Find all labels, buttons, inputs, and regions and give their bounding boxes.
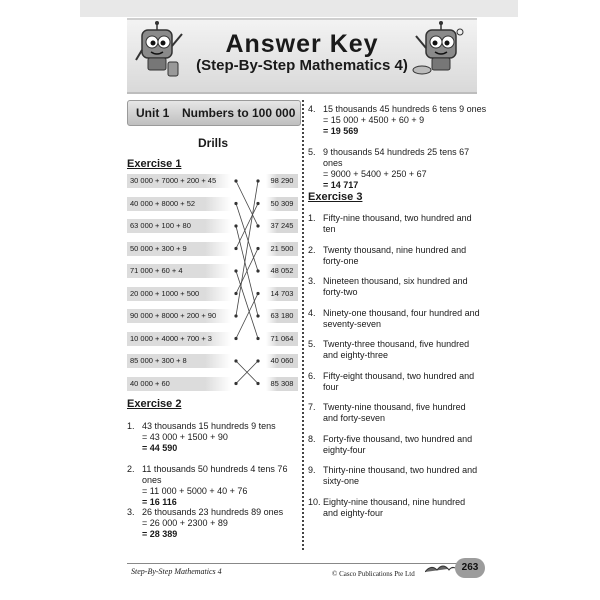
item-statement: 9 thousands 54 hundreds 25 tens 67 ones [323,147,470,168]
exercise3-item [308,465,483,489]
number-box: 14 703 [266,287,298,301]
left-match-dot [234,337,237,340]
item-body [323,276,468,298]
item-body [323,402,466,424]
footer-publisher: © Casco Publications Pte Ltd [332,570,415,578]
exercise3-item [308,276,483,300]
left-match-dot [234,224,237,227]
exercise3-item [308,308,483,332]
item-body [323,213,472,235]
item-body [323,104,486,137]
item-number: 2. [127,464,135,474]
right-match-dot [256,359,259,362]
item-words-line1: Ninety-one thousand, four hundred and [323,307,480,318]
item-statement: 26 thousands 23 hundreds 89 ones [142,507,284,517]
item-words-line2: and eighty-four [323,507,384,518]
item-body [323,371,474,393]
item-words-line1: Twenty-three thousand, five hundred [323,339,470,349]
column-divider [302,100,304,550]
item-answer: = 19 569 [323,126,359,136]
expression-box: 10 000 + 4000 + 700 + 3 [127,332,231,346]
expression-box: 30 000 + 7000 + 200 + 45 [127,174,231,188]
item-body [323,308,480,330]
item-statement: 43 thousands 15 hundreds 9 tens [142,421,276,431]
expression-box: 50 000 + 300 + 9 [127,242,231,256]
exercise3-item [308,339,483,363]
number-box: 37 245 [266,219,298,233]
right-match-dot [256,337,259,340]
page-subtitle: (Step-By-Step Mathematics 4) [196,57,408,74]
item-answer: = 28 389 [142,529,178,539]
item-body [142,421,276,454]
right-match-dot [256,292,259,295]
exercise3-item [308,497,483,521]
left-match-dot [234,202,237,205]
footer-rule [127,563,462,564]
exercise3-heading: Exercise 3 [308,191,363,203]
exercise3-item [308,402,483,426]
item-number: 6. [308,370,316,381]
item-number: 9. [308,465,316,475]
exercise3-item [308,371,483,395]
number-box: 98 290 [266,174,298,188]
left-match-dot [234,359,237,362]
right-match-dot [256,382,259,385]
exercise2-item [308,104,488,140]
item-body [323,147,488,191]
item-expansion: = 11 000 + 5000 + 40 + 76 [142,486,248,496]
item-expansion: = 15 000 + 4500 + 60 + 9 [323,115,425,125]
number-box: 85 308 [266,377,298,391]
exercise1-heading: Exercise 1 [127,158,182,170]
match-line [236,181,258,316]
right-match-dot [256,224,259,227]
exercise2-item [308,147,488,190]
item-statement: 15 thousands 45 hundreds 6 tens 9 ones [323,104,487,114]
exercise3-item [308,434,483,458]
match-line [236,204,258,272]
item-number: 4. [308,307,316,318]
item-number: 1. [127,421,135,431]
expression-box: 40 000 + 8000 + 52 [127,197,231,211]
item-expansion: = 26 000 + 2300 + 89 [142,518,228,528]
item-number: 7. [308,402,316,412]
footer-book-title: Step-By-Step Mathematics 4 [131,567,222,576]
item-words-line1: Thirty-nine thousand, two hundred and [323,465,478,475]
item-words-line2: forty-two [323,287,358,297]
item-number: 1. [308,213,316,223]
page-number: 263 [455,558,485,578]
exercise3-item [308,213,483,237]
unit-label: Unit 1 [136,106,170,120]
item-words-line2: and forty-seven [323,413,386,423]
item-body [323,245,466,267]
item-words-line1: Fifty-nine thousand, two hundred and [323,213,472,223]
number-box: 71 064 [266,332,298,346]
item-number: 2. [308,244,316,255]
item-answer: = 16 116 [142,497,177,507]
exercise3-item [308,245,483,269]
expression-box: 90 000 + 8000 + 200 + 90 [127,309,231,323]
item-words-line2: and eighty-three [323,350,389,360]
item-words-line2: forty-one [323,255,359,266]
item-expansion: = 9000 + 5400 + 250 + 67 [323,169,427,179]
number-box: 21 500 [266,242,298,256]
item-statement: 11 thousands 50 hundreds 4 tens 76 ones [142,464,288,485]
item-answer: = 44 590 [142,443,178,453]
right-match-dot [256,179,259,182]
footer-ornament-icon [425,562,455,574]
right-match-dot [256,314,259,317]
item-number: 5. [308,147,316,157]
item-body [323,465,477,487]
right-match-dot [256,202,259,205]
left-match-dot [234,269,237,272]
item-words-line1: Fifty-eight thousand, two hundred and [323,370,475,381]
number-box: 40 060 [266,354,298,368]
item-words-line1: Forty-five thousand, two hundred and [323,433,473,444]
right-match-dot [256,269,259,272]
item-words-line2: eighty-four [323,444,366,455]
exercise2-item [127,464,307,507]
match-line [236,204,258,249]
item-answer: = 14 717 [323,180,359,190]
unit-title: Numbers to 100 000 [182,106,296,120]
item-body [323,497,465,519]
item-words-line2: four [323,381,339,392]
exercise2-heading: Exercise 2 [127,398,182,410]
match-line [236,294,258,339]
item-body [142,507,283,540]
item-number: 4. [308,104,316,114]
exercise2-item [127,421,307,457]
expression-box: 71 000 + 60 + 4 [127,264,231,278]
item-words-line2: ten [323,224,336,234]
expression-box: 63 000 + 100 + 80 [127,219,231,233]
item-number: 8. [308,433,316,444]
item-body [142,464,307,508]
item-number: 3. [308,276,316,286]
expression-box: 40 000 + 60 [127,377,231,391]
match-line [236,249,258,294]
item-number: 3. [127,507,135,517]
number-box: 48 052 [266,264,298,278]
item-words-line1: Twenty-nine thousand, five hundred [323,402,466,412]
right-match-dot [256,247,259,250]
item-words-line2: sixty-one [323,476,360,486]
item-words-line1: Eighty-nine thousand, nine hundred [323,496,466,507]
item-words-line2: seventy-seven [323,318,382,329]
section-title: Drills [197,136,228,150]
expression-box: 20 000 + 1000 + 500 [127,287,231,301]
left-match-dot [234,179,237,182]
item-number: 10. [308,496,321,507]
item-words-line1: Twenty thousand, nine hundred and [323,244,467,255]
left-match-dot [234,314,237,317]
item-words-line1: Nineteen thousand, six hundred and [323,276,468,286]
page-title: Answer Key [225,30,379,58]
number-box: 63 180 [266,309,298,323]
item-number: 5. [308,339,316,349]
exercise2-item [127,507,307,543]
left-match-dot [234,247,237,250]
expression-box: 85 000 + 300 + 8 [127,354,231,368]
item-body [323,339,469,361]
number-box: 50 309 [266,197,298,211]
item-body [323,434,472,456]
match-line [236,271,258,339]
left-match-dot [234,292,237,295]
item-expansion: = 43 000 + 1500 + 90 [142,432,228,442]
left-match-dot [234,382,237,385]
